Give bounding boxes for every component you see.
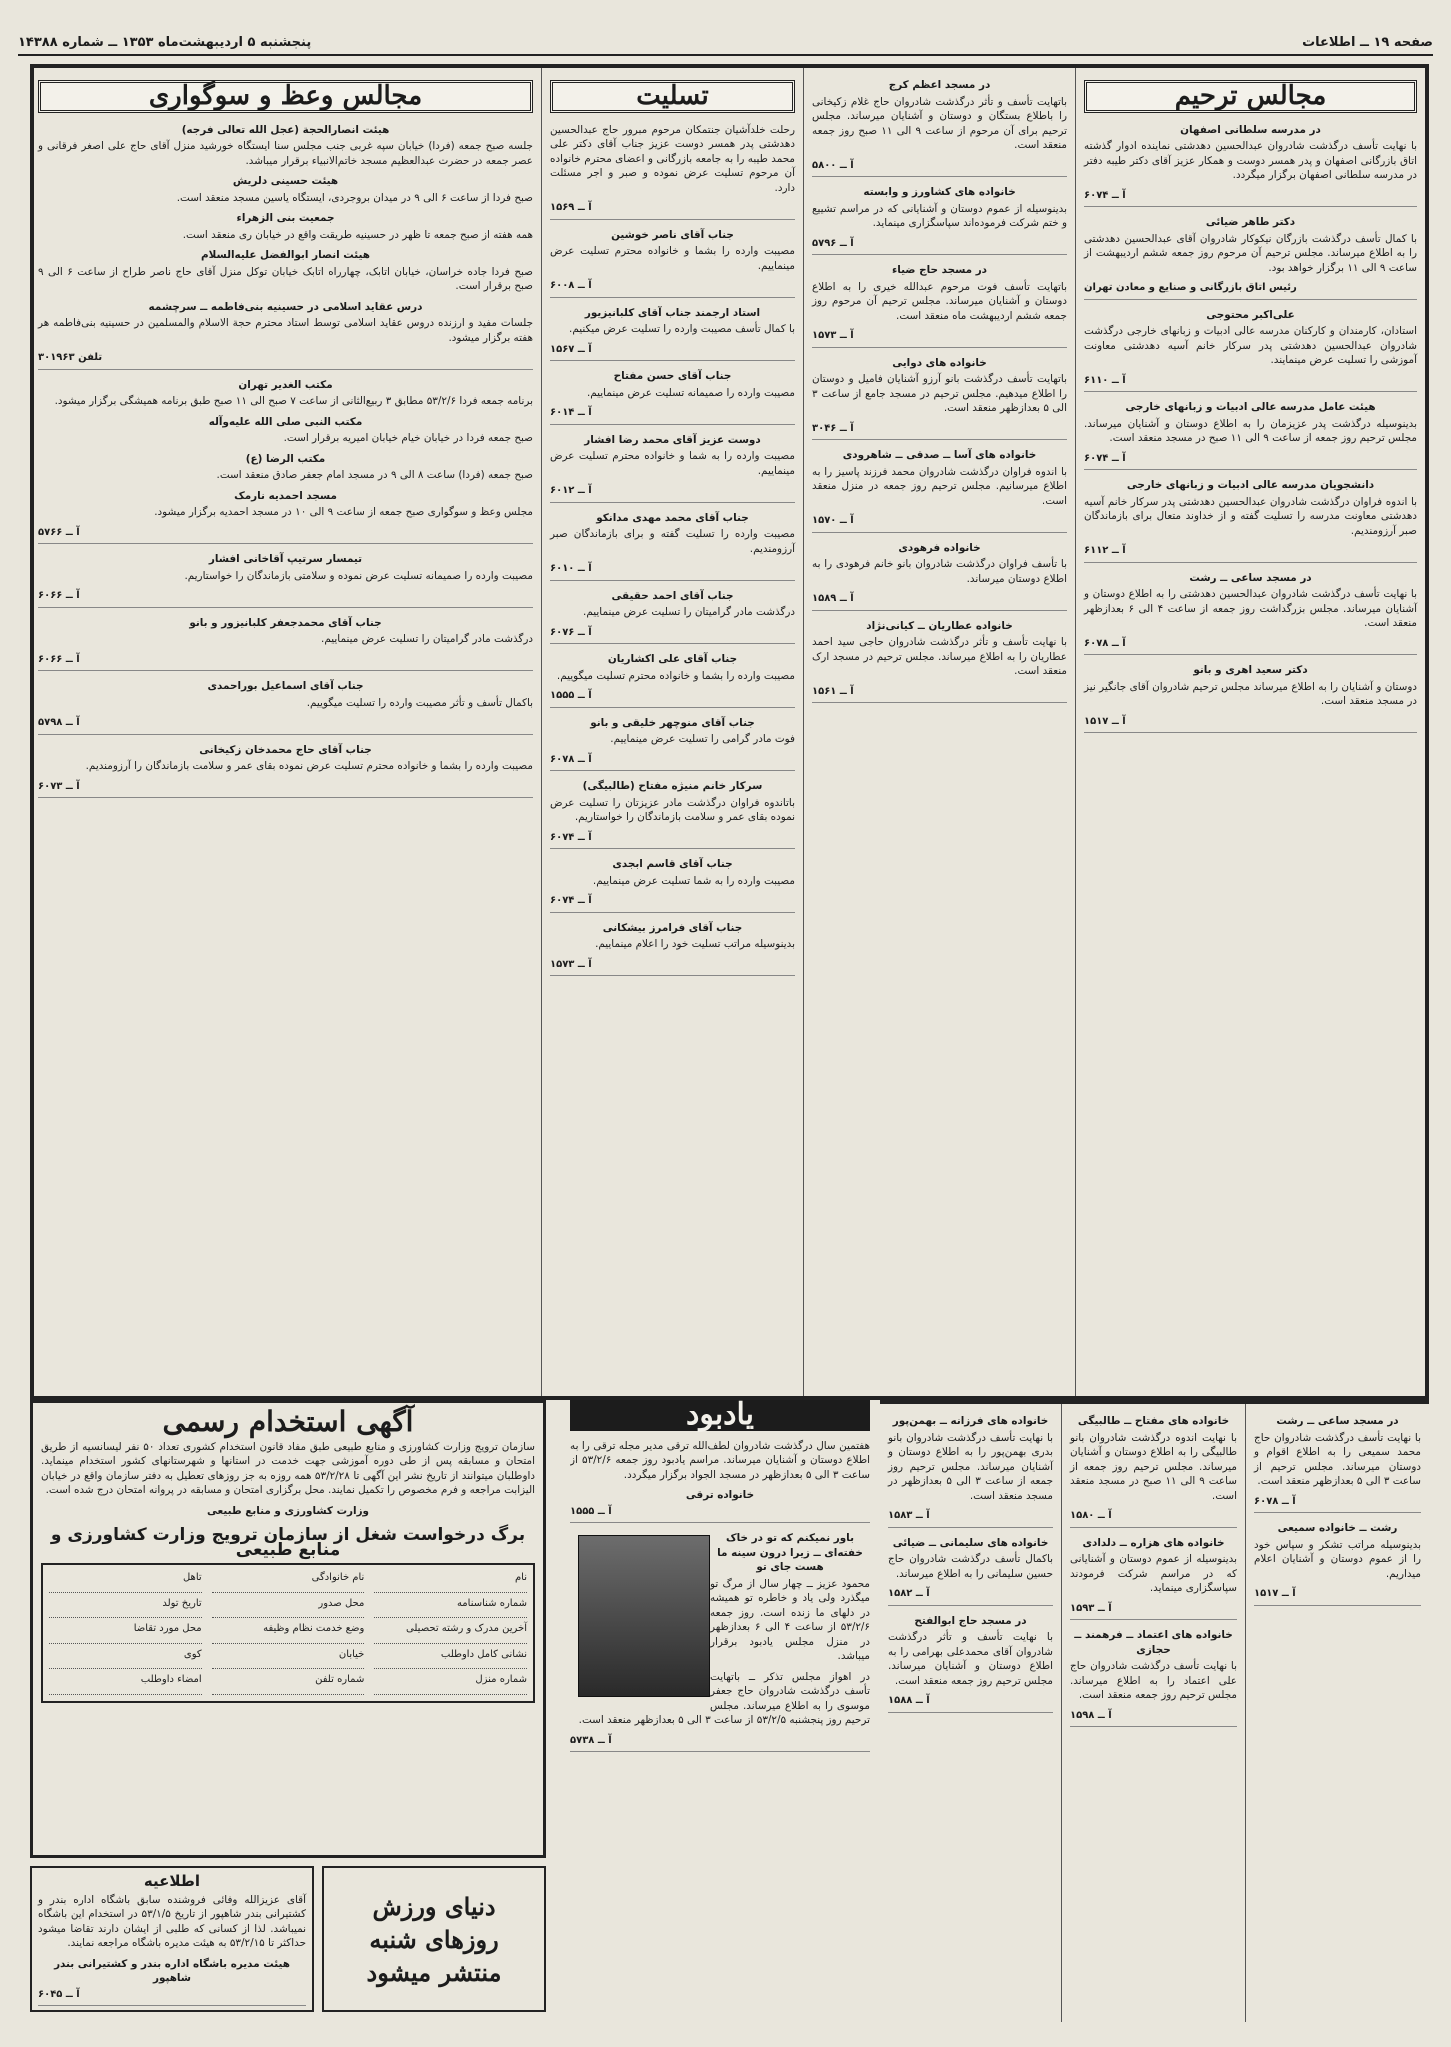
notice-text: باتهایت تأسف و تأثر درگذشت شادروان حاج غلام زکیخانی را باطلاع بستگان و دوستان و آشنایان میرساند. مجلس ترحیم برای آن مرحوم از ساعت ۹ الی ۱۱ صبح روز جمعه منعقد است. [812,95,1067,151]
notice-text: فوت مادر گرامی را تسلیت عرض مینماییم. [610,733,795,745]
notice-item [1084,663,1417,733]
notice-list [812,78,1067,703]
notice-code: آ ــ ۱۵۸۸ [888,1694,1053,1713]
notice-code: آ ــ ۵۷۹۸ [38,716,533,735]
notice-heading: تیمسار سرتیپ آقاخانی افشار [208,553,363,565]
form-field-label: آخرین مدرک و رشته تحصیلی [374,1622,527,1644]
notice-text: باکمال تأسف و تأثر مصیبت وارده را تسلیت میگوییم. [306,696,533,709]
notice-text: بدینوسیله مراتب تشکر و سپاس خود را از عموم دوستان و آشنایان اعلام میداریم. [1254,1538,1421,1580]
notice-code: آ ــ ۱۵۹۸ [1070,1709,1237,1728]
notice-code: آ ــ ۶۰۷۴ [1084,189,1417,208]
notice-item [812,619,1067,704]
form-field-label: نام خانوادگی [212,1571,365,1593]
notice-heading: مکتب الرضا (ع) [245,452,326,465]
notice-text: با نهایت تأسف و تأثر درگذشت شادروان حاجی سید احمد عطاریان را به اطلاع میرساند. مجلس ترحیم در مسجد ارک منعقد است. [812,636,1067,677]
notice-heading: خانواده های هزاره ــ دلدادی [1082,1536,1225,1549]
notice-code: آ ــ ۱۵۸۰ [1070,1509,1237,1528]
notice-heading: جناب آقای منوچهر خلیقی و بانو [590,716,755,729]
notice-heading: هیئت حسینی دلریش [232,175,339,187]
notice-heading: جناب آقای فرامرز بیشکانی [602,921,743,934]
notice-item [38,489,533,545]
notice-code: آ ــ ۱۵۸۲ [888,1587,1053,1606]
yadbood-text-2: محمود عزیز ــ چهار سال از مرگ تو میگذرد ولی یاد و خاطره تو همیشه در دلهای ما زنده است. روز جمعه ۵۳/۲/۶ از ساعت ۴ الی ۶ بعدازظهر در منزل مجلس یادبود برقرار میباشد. [710,1577,870,1662]
notice-list [1254,1414,1421,1606]
notice-text: با نهایت تأسف درگذشت شادروان حاج علی اعتماد را به اطلاع میرساند. مجلس ترحیم روز جمعه منعقد است. [1070,1660,1237,1701]
yadbood-section [570,1400,870,2018]
notice-text: رحلت خلدآشیان جنتمکان مرحوم مبرور حاج عبدالحسین دهدشتی پدر همسر دوست عزیز جناب آقای دکتر علی محمد طیبه را به جامعه بازرگانی و اعضای محترم خانواده آن مرحوم تسلیت عرض نموده و صبر و اجر مسئلت دارد. [550,123,795,194]
notice-code: آ ــ ۶۰۷۴ [1084,452,1417,471]
obituary-section [30,64,1429,1400]
notice-item [1084,215,1417,300]
employment-notice-body: سازمان ترویج وزارت کشاورزی و منابع طبیعی طبق مفاد قانون استخدام کشوری تعداد ۵۰ نفر لیسانسیه از طریق امتحان و مسابقه پس از طی دوره آموزشی جهت خدمت در استانها و شهرستانهای کشور استخدام مینماید. داوطلبان میتوانند از تاریخ نشر این آگهی تا ۵۳/۲/۲۸ همه روزه به جز روزهای تعطیل به دفتر سازمان واقع در خیابان الیزابت مراجعه و فرم مخصوص را تکمیل نمایند. محل برگزاری امتحان و مسابقه در پروانه امتحان درج شده است. [41,1440,535,1496]
notice-item [550,589,795,645]
notice-item [550,652,795,708]
sport-line-2: روزهای شنبه [369,1924,499,1954]
notice-item [1084,308,1417,393]
notice-code: آ ــ ۶۰۷۸ [550,753,795,772]
notice-item [1254,1414,1421,1513]
application-form-title: برگ درخواست شغل از سازمان ترویج وزارت کشاورزی و منابع طبیعی [50,1525,526,1560]
notice-text: با تأسف فراوان درگذشت شادروان بانو خانم فرهودی را به اطلاع دوستان میرساند. [812,558,1067,585]
notice-text: با اندوه فراوان درگذشت شادروان محمد فرزند پاسیز را به اطلاع میرسانیم. مجلس ترحیم روز جمعه در منزل منعقد است. [812,465,1067,507]
column-tarhim [1075,68,1425,1396]
notice-list [888,1414,1053,1713]
notice-code: آ ــ ۵۷۶۶ [38,526,533,545]
yadbood-family: خانواده ترقی [685,1489,755,1501]
column-title-vaaz: مجالس وعظ و سوگواری [38,80,533,113]
notice-item [550,433,795,503]
form-field-label: محل مورد تقاضا [49,1622,202,1644]
notice-heading: علی‌اکبر محتوجی [1206,308,1295,321]
notice-text: مصیبت وارده را بشما و خانواده محترم تسلیت عرض مینماییم. [550,245,795,272]
notice-item [812,356,1067,441]
notice-text: درگذشت مادر گرامیتان را تسلیت عرض مینماییم. [583,606,795,618]
form-field-label: شماره شناسنامه [374,1597,527,1619]
form-field-label: تاریخ تولد [49,1597,202,1619]
notice-heading: جناب آقای حسن مفتاح [613,370,732,382]
form-field-label: شماره تلفن [212,1673,365,1695]
notice-text: با نهایت تأسف درگذشت شادروان حاج محمد سمیعی را به اطلاع اقوام و دوستان میرساند. مجلس ترحیم از ساعت ۳ الی ۵ بعدازظهر منعقد است. [1254,1431,1421,1487]
notice-text: جلسه صبح جمعه (فردا) خیابان سپه غربی جنب مجلس سنا ایستگاه خورشید منزل آقای حاج علی اصغر فرقانی و عصر جمعه در حضرت عبدالعظیم مسجد خاتم‌الانبیاء برقرار میباشد. [38,140,533,167]
notice-heading: دکتر سعید اهری و بانو [1193,664,1308,676]
notice-text: مصیبت وارده را بشما و خانواده محترم تسلیت عرض نموده بقای عمر و سلامت بازماندگان را آرزومندیم. [85,760,533,772]
notice-item [38,174,533,205]
notice-item [1070,1536,1237,1621]
notice-heading: جناب آقای محمدجعفر کلبانیزور و بانو [189,616,382,629]
notice-code: آ ــ ۱۵۸۹ [812,592,1067,611]
notice-text: با اندوه فراوان درگذشت شادروان عبدالحسین دهدشتی پدر سرکار خانم آسیه دهدشتی معاونت مدرسه را تسلیت گفته و از خداوند متعال برای بازماندگان صبر آرزومندیم. [1084,495,1417,537]
notice-heading: خانواده‌ فرهودی [898,541,981,554]
notice-list [550,123,795,977]
form-field-label: خیابان [212,1648,365,1670]
notice-text: مصیبت وارده را صمیمانه تسلیت عرض مینماییم. [586,386,795,399]
notice-item [1084,571,1417,656]
notice-item [888,1614,1053,1713]
notice-item [38,552,533,608]
notice-heading: جناب آقای احمد حقیقی [611,589,734,602]
notice-code: آ ــ ۵۸۰۰ [812,159,1067,178]
notice-heading: جمعیت بنی الزهراء [236,212,335,224]
notice-item [38,616,533,672]
notice-code: آ ــ ۱۵۱۷ [1254,1587,1421,1606]
notice-heading: دکتر طاهر ضیائی [1205,216,1296,228]
notice-code: آ ــ ۱۵۵۵ [550,689,795,708]
notice-text: بدینوسیله مراتب تسلیت خود را اعلام مینماییم. [595,938,795,950]
yadbood-code-2: آ ــ ۵۷۳۸ [570,1734,870,1753]
notice-text: با نهایت تأسف و تأثر درگذشت شادروان آقای محمدعلی بهرامی را به اطلاع دوستان و آشنایان میرساند. مجلس ترحیم روز جمعه منعقد است. [888,1631,1053,1687]
notice-item [550,511,795,581]
notice-heading: در مسجد ساعی ــ رشت [1276,1415,1399,1427]
notice-text: همه هفته از صبح جمعه تا ظهر در حسینیه طریقت واقع در خیابان ری منعقد است. [182,228,533,241]
notice-text: با کمال تأسف مصیبت وارده را تسلیت عرض میکنیم. [569,323,795,335]
notice-heading: هیئت انصارالحجة (عجل الله تعالی فرجه) [181,123,390,136]
notice-code: آ ــ ۶۱۱۲ [1084,544,1417,563]
form-field-label: شماره منزل [374,1673,527,1695]
notice-text: صبح فردا از ساعت ۶ الی ۹ در میدان بروجردی، ایستگاه یاسین مسجد منعقد است. [176,191,533,204]
notice-heading: جناب آقای ناصر خوشین [611,228,734,241]
column-notices-a [803,68,1075,1396]
lower-left-section [30,1400,546,2018]
sport-line-1: دنیای ورزش [372,1891,496,1921]
notice-item [38,248,533,294]
sport-line-3: منتشر میشود [366,1957,502,1987]
lower-column-b [1061,1404,1245,2022]
notice-code: آ ــ ۶۰۷۸ [1084,637,1417,656]
notice-text: مصیبت وارده را به شما تسلیت عرض مینماییم. [592,874,795,887]
notice-text: با نهایت تأسف درگذشت شادروان عبدالحسین دهدشتی را به اطلاع دوستان و آشنایان میرساند. مجلس بزرگداشت روز جمعه از ساعت ۴ الی ۶ بعدازظهر منعقد است. [1084,588,1418,629]
notice-text: باتاندوه فراوان درگذشت مادر عزیزتان را تسلیت عرض نموده بقای عمر و سلامت بازماندگان را خواستاریم. [550,796,795,823]
notice-item [38,300,533,370]
notice-code: رئیس اتاق بازرگانی و صنایع و معادن تهران [1084,281,1417,300]
notice-text: با نهایت تأسف درگذشت شادروان عبدالحسین دهدشتی نماینده ادوار گذشته اتاق بازرگانی اصفهان و پدر همسر دوست و همکار عزیز آقای دکتر طیبه دفتر در مدرسه سلطانی اصفهان برگزار میگردد. [1084,140,1417,181]
notice-item [812,78,1067,177]
notice-item [550,716,795,772]
yadbood-text-3: در اهواز مجلس تذکر ــ باتهایت تأسف درگذشت شادروان حاج جعفر موسوی را به اطلاع میرساند. مجلس ترحیم روز پنجشنبه ۵۳/۲/۵ از ساعت ۳ الی ۵ بعدازظهر منعقد است. [578,1670,870,1726]
notice-text: بدینوسیله از عموم دوستان و آشنایانی که در مراسم تشییع و ختم شرکت فرموده‌اند سپاسگزاری مینماید. [812,202,1067,229]
notice-item [1084,400,1417,470]
notice-heading: سرکار خانم منیژه مفتاح (طالبیگی) [582,780,763,792]
notice-code: آ ــ ۶۰۶۶ [38,589,533,608]
yadbood-code: آ ــ ۱۵۵۵ [570,1505,870,1524]
notice-text: صبح جمعه فردا در خیابان خیام خیابان امیریه برقرار است. [283,432,533,444]
notice-code: آ ــ ۶۰۱۰ [550,562,795,581]
notice-code: آ ــ ۱۵۷۳ [550,958,795,977]
notice-heading: مکتب الغدیر تهران [238,378,333,391]
notice-code: آ ــ ۶۰۱۴ [550,406,795,425]
notice-heading: خانواده های سلیمانی ــ ضیائی [892,1536,1049,1549]
notice-heading: دوست عزیز آقای محمد رضا افشار [584,433,761,446]
form-field-label: نام [374,1571,527,1593]
lower-column-a [880,1404,1061,2022]
bottom-boxes [30,1866,546,2012]
notice-code: آ ــ ۶۰۷۴ [550,831,795,850]
form-field-label: تاهل [49,1571,202,1593]
notice-text: جلسات مفید و ارزنده دروس عقاید اسلامی توسط استاد محترم حجة الاسلام والمسلمین در حسینیه بنی‌فاطمه هر هفته برگزار میشود. [38,317,533,344]
announcement-box [30,1866,314,2012]
notice-text: باکمال تأسف درگذشت شادروان حاج حسین سلیمانی را به اطلاع میرساند. [888,1553,1053,1580]
notice-item [1084,123,1417,208]
notice-heading: رشت ــ خانواده سمیعی [1277,1522,1398,1534]
notice-item [550,306,795,362]
notice-heading: در مسجد اعظم کرج [888,79,991,91]
notice-item [1070,1628,1237,1727]
notice-text: با نهایت تأسف درگذشت شادروان بانو بدری بهمن‌پور را به اطلاع دوستان و آشنایان میرساند. مجلس ترحیم روز جمعه از ساعت ۳ الی ۵ بعدازظهر در مسجد منعقد است. [888,1431,1053,1502]
notice-code: آ ــ ۶۰۱۲ [550,484,795,503]
notice-heading: دانشجویان مدرسه عالی ادبیات و زبانهای خارجی [1126,479,1375,491]
notice-text: مصیبت وارده را صمیمانه تسلیت عرض نموده و سلامتی بازماندگان را خواستاریم. [184,569,533,582]
notice-code: آ ــ ۶۰۷۴ [550,894,795,913]
notice-text: درگذشت مادر گرامیتان را تسلیت عرض مینماییم. [321,633,533,645]
notice-item [812,185,1067,255]
notice-list [1084,123,1417,734]
column-vaaz [30,68,541,1396]
notice-item [550,857,795,913]
notice-text: بدینوسیله درگذشت پدر عزیزمان را به اطلاع دوستان و آشنایان میرساند. مجلس ترحیم روز جمعه از ساعت ۹ الی ۱۱ صبح در مسجد منعقد است. [1084,417,1417,444]
notice-code: آ ــ ۱۵۷۰ [812,514,1067,533]
notice-text: با نهایت اندوه درگذشت شادروان بانو طالبیگی را به اطلاع دوستان و آشنایان میرساند. مجلس ترحیم روز جمعه از ساعت ۹ الی ۱۱ صبح در مسجد منعقد است. [1070,1431,1237,1502]
notice-heading: خانواده های کشاورز و وابسته [863,186,1016,198]
notice-heading: مکتب النبی صلی الله علیه‌وآله [208,415,363,428]
announcement-title: اطلاعیه [143,1872,201,1890]
notice-heading: در مدرسه سلطانی اصفهان [1180,123,1321,136]
employment-notice-signer: وزارت کشاورزی و منابع طبیعی [206,1504,370,1517]
yadbood-text: هفتمین سال درگذشت شادروان لطف‌الله ترقی مدیر مجله ترقی را به اطلاع دوستان و آشنایان میرساند. مراسم یادبود روز جمعه ۵۳/۲/۶ از ساعت ۳ الی ۵ بعدازظهر در مسجد الجواد برگزار میگردد. [570,1439,870,1481]
notice-list [1070,1414,1237,1727]
notice-text: مصیبت وارده را بشما و خانواده محترم تسلیت میگوییم. [556,669,795,682]
notice-item [1254,1521,1421,1606]
notice-item [888,1536,1053,1606]
page-header [18,30,1433,56]
sport-announcement [322,1866,546,2012]
yadbood-poem: باور نمیکنم که تو در خاک خفته‌ای ــ زیرا درون سینه ما هست جای تو [717,1532,863,1573]
notice-heading: جناب آقای قاسم ابجدی [612,858,733,870]
notice-heading: خانواده عطاریان ــ کیانی‌نژاد [866,619,1013,632]
portrait-photo [578,1535,710,1697]
form-field-label: کوی [49,1648,202,1670]
employment-notice [30,1400,546,1858]
notice-code: آ ــ ۶۰۷۳ [38,780,533,799]
notice-heading: خانواده های آسا ــ صدقی ــ شاهرودی [842,449,1037,461]
notice-code: آ ــ ۶۰۷۸ [1254,1495,1421,1514]
notice-heading: خانواده های مفتاح ــ طالبیگی [1077,1415,1230,1427]
announcement-body: آقای عزیزالله وفائی فروشنده سابق باشگاه اداره بندر و کشتیرانی بندر شاهپور از تاریخ ۵۳/۱/۵ در استخدام این باشگاه نمیباشد. لذا از کسانی که طلبی از ایشان دارند تقاضا میشود حداکثر تا ۵۳/۲/۱۵ به هیئت مدیره باشگاه مراجعه نمایند. [38,1893,306,1949]
notice-item [550,921,795,977]
notice-item [888,1414,1053,1528]
form-field-label: محل صدور [212,1597,365,1619]
notice-code: آ ــ ۱۵۶۱ [812,685,1067,704]
header-date-issue: پنجشنبه ۵ اردیبهشت‌ماه ۱۳۵۳ ــ شماره ۱۴۳۸۸ [18,34,312,50]
announcement-signer: هیئت مدیره باشگاه اداره بندر و کشتیرانی بندر شاهپور [54,1957,290,1984]
notice-code: آ ــ ۶۰۷۶ [550,626,795,645]
notice-item [38,415,533,446]
notice-item [812,541,1067,611]
notice-item [550,369,795,425]
column-title-tarhim: مجالس ترحیم [1084,80,1417,113]
notice-code: آ ــ ۱۵۹۳ [1070,1602,1237,1621]
header-page-number: صفحه ۱۹ ــ اطلاعات [1302,34,1433,50]
notice-heading: خانواده های دوایی [892,356,987,369]
notice-code: تلفن ۳۰۱۹۶۳ [38,351,533,370]
notice-code: آ ــ ۳۰۴۶ [812,422,1067,441]
notice-code: آ ــ ۱۵۷۳ [812,329,1067,348]
notice-item [38,378,533,409]
notice-text: صبح جمعه (فردا) ساعت ۸ الی ۹ در مسجد امام جعفر صادق منعقد است. [216,469,533,481]
notice-code: آ ــ ۱۵۱۷ [1084,715,1417,734]
lower-notices [880,1400,1429,2022]
notice-text: استادان، کارمندان و کارکنان مدرسه عالی ادبیات و زبانهای خارجی درگذشت شادروان عبدالحسین دهدشتی پدر سرکار خانم آسیه دهدشتی معاونت آموزشی را تسلیت عرض مینمایند. [1084,325,1417,366]
notice-heading: خانواده های فرزانه ــ بهمن‌پور [892,1415,1049,1427]
notice-heading: جناب آقای علی اکشاریان [607,653,738,665]
notice-text: برنامه جمعه فردا ۵۳/۲/۶ مطابق ۳ ربیع‌الثانی از ساعت ۷ صبح الی ۱۱ صبح طبق برنامه همیشگی برگزار میشود. [54,395,533,407]
notice-code: آ ــ ۶۰۶۶ [38,653,533,672]
notice-heading: در مسجد ساعی‌ ــ رشت [1189,571,1312,584]
notice-text: بدینوسیله از عموم دوستان و آشنایانی که در مراسم شرکت فرمودند سپاسگزاری مینماید. [1070,1553,1237,1594]
yadbood-title: یادبود [570,1400,870,1431]
notice-item [38,452,533,483]
form-field-label: امضاء داوطلب [49,1673,202,1695]
employment-notice-title: آگهی استخدام رسمی [162,1405,414,1438]
notice-text: دوستان و آشنایان را به اطلاع میرساند مجلس ترحیم شادروان آقای جانگیر نیز در مسجد منعقد است. [1084,680,1417,707]
notice-heading: هیئت انصار ابوالفضل علیه‌السلام [201,249,370,261]
notice-code: آ ــ ۱۵۶۹ [550,201,795,220]
notice-code: آ ــ ۶۰۰۸ [550,279,795,298]
notice-code: آ ــ ۱۵۸۳ [888,1509,1053,1528]
notice-item [550,123,795,220]
column-title-tasliat: تسلیت [550,80,795,113]
notice-item [1084,478,1417,563]
notice-heading: استاد ارجمند جناب آقای کلبانیزیور [584,306,761,319]
notice-heading: درس عقاید اسلامی در حسینیه بنی‌فاطمه ــ سرچشمه [148,300,423,313]
notice-heading: جناب آقای حاج محمدخان زکیخانی [199,743,372,756]
notice-text: باتهایت تأسف فوت مرحوم عبدالله خیری را به اطلاع دوستان و آشنایان میرساند. مجلس ترحیم آن مرحوم روز جمعه ششم اردیبهشت ماه منعقد است. [812,280,1067,322]
notice-code: آ ــ ۶۱۱۰ [1084,374,1417,393]
notice-item [38,123,533,169]
notice-heading: در مسجد حاج ضیاء [891,264,988,276]
notice-list [38,123,533,799]
notice-item [1070,1414,1237,1528]
notice-heading: مسجد احمدیه نارمک [234,489,337,502]
column-tasliat [541,68,803,1396]
notice-heading: هیئت عامل مدرسه عالی ادبیات و زبانهای خارجی [1125,401,1376,413]
notice-text: مصیبت وارده را تسلیت گفته و برای بازماندگان صبر آرزومندیم. [550,528,795,555]
notice-item [550,779,795,849]
notice-heading: خانواده های اعتماد ــ فرهمند ــ حجازی [1074,1629,1233,1656]
notice-text: صبح فردا جاده خراسان، خیابان اتابک، چهارراه اتابک خیابان توکل منزل آقای حاج ناصر طراح از ساعت ۶ الی ۹ صبح برقرار است. [38,265,533,292]
announcement-code: آ ــ ۶۰۴۵ [38,1988,306,2007]
notice-item [812,263,1067,348]
notice-heading: جناب آقای محمد مهدی مدانکو [596,511,749,524]
notice-code: آ ــ ۱۵۶۷ [550,343,795,362]
notice-item [812,448,1067,533]
notice-heading: در مسجد حاج ابوالفتح [914,1614,1027,1627]
form-field-label: نشانی کامل داوطلب [374,1648,527,1670]
notice-heading: جناب آقای اسماعیل بوراحمدی [207,680,364,692]
notice-text: با کمال تأسف درگذشت بازرگان نیکوکار شادروان آقای عبدالحسین دهدشتی را به اطلاع میرساند. مجلس ترحیم آن مرحوم روز جمعه ششم اردیبهشت از ساعت ۹ الی ۱۱ برگزار خواهد بود. [1084,232,1417,274]
notice-item [550,228,795,298]
notice-text: مصیبت وارده را به شما و خانواده محترم تسلیت عرض مینماییم. [550,450,795,477]
lower-column-c [1245,1404,1429,2022]
notice-text: باتهایت تأسف درگذشت بانو آرزو آشنایان فامیل و دوستان را اطلاع میدهیم. مجلس ترحیم در مسجد جامع از ساعت ۳ الی ۵ بعدازظهر منعقد است. [812,373,1067,414]
notice-item [38,743,533,799]
notice-item [38,679,533,735]
application-form [41,1563,535,1703]
form-field-label: وضع خدمت نظام وظیفه [212,1622,365,1644]
notice-code: آ ــ ۵۷۹۶ [812,237,1067,256]
notice-item [38,211,533,242]
notice-text: مجلس وعظ و سوگواری صبح جمعه از ساعت ۹ الی ۱۰ در مسجد احمدیه برگزار میشود. [154,506,533,518]
